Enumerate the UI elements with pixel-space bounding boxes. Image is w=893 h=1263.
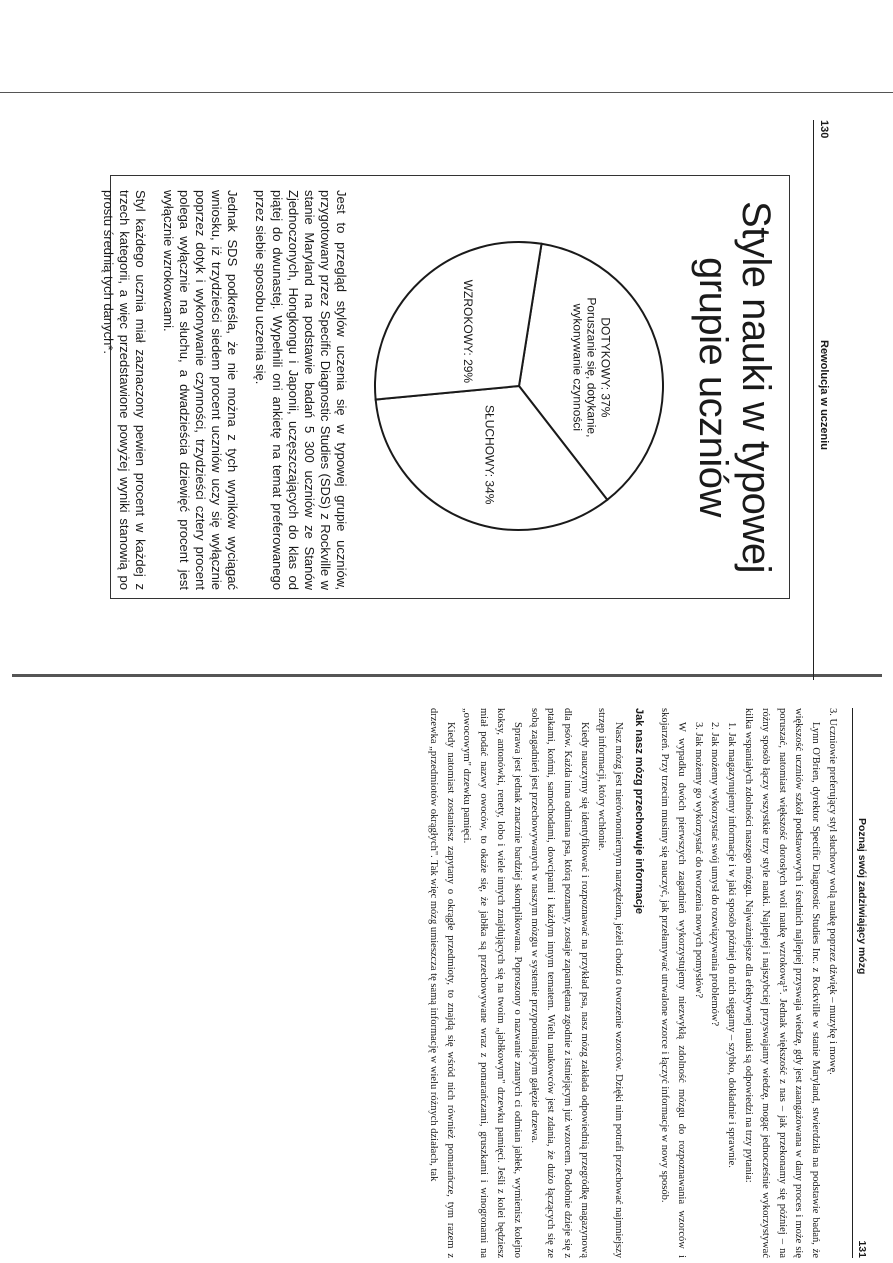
body-paragraph: 2. Jak możemy wykorzystać swój umysł do rozwiązywania problemów? bbox=[709, 722, 721, 1027]
slice-wzrokowy bbox=[375, 242, 542, 400]
body-paragraph: 3. Uczniowie preferujący styl słuchowy wolą naukę poprzez dźwięk – muzykę i mowę. bbox=[827, 708, 838, 1075]
page-number: 130 bbox=[818, 120, 830, 139]
body-paragraph: 1. Jak magazynujemy informacje i w jaki sposób później do nich sięgamy – szybko, dokładnie i sprawnie. bbox=[726, 722, 738, 1168]
header-rule bbox=[813, 120, 814, 680]
body-paragraph: Nasz mózg jest nierównomiernym narzędziem, jeżeli chodzi o tworzenie wzorców. Dzięki nim potrafi przechować najmniejszy strzęp informacji, który wchłonie. bbox=[595, 708, 624, 1258]
learning-styles-pie-chart bbox=[369, 236, 669, 536]
box-body bbox=[87, 190, 349, 590]
info-box bbox=[100, 175, 790, 599]
page-131 bbox=[68, 708, 868, 1258]
body-paragraph: 3. Jak możemy go wykorzystać do tworzenia nowych pomysłów? bbox=[692, 722, 704, 999]
page-header bbox=[846, 708, 868, 1258]
page-number: 131 bbox=[856, 1240, 868, 1258]
body-paragraph: W wypadku dwóch pierwszych zagadnień wykorzystujemy niezwykłą zdolność mózgu do rozpoznawania wzorców i skojarzeń. Przy trzecim musimy się nauczyć, jak przełamywać utrwalone wzorce i łączyć informacje w nowy sposób. bbox=[659, 708, 687, 1258]
slice-label: SŁUCHOWY: 34% bbox=[482, 405, 497, 505]
page-body bbox=[424, 708, 840, 1258]
box-paragraph: Jest to przegląd stylów uczenia się w typowej grupie uczniów, przygotowany przez Specific Diagnostic Studies (SDS) z Rockville w stanie Maryland na podstawie badań 5 300 uczniów ze Stanów Zjednoczonych, Hongkongu i Japonii, uczęszczających do klas od piątej do dwunastej. Wypełnili oni ankietę na temat preferowanego przez siebie sposobu uczenia się. bbox=[253, 190, 349, 590]
body-paragraph: Kiedy natomiast zostaniesz zapytany o okrągłe przedmioty, to znajdą się wśród nich również pomarańcze, tym razem z drzewka „przedmiotów okrągłych". Tak więc mózg umieszcza tę samą informację w wielu różnych działach, tak bbox=[427, 708, 456, 1258]
section-heading: Jak nasz mózg przechowuje informacje bbox=[633, 708, 646, 915]
slice-label: WZROKOWY: 29% bbox=[460, 279, 475, 384]
scan-line-top bbox=[0, 92, 893, 93]
body-paragraph: Kiedy nauczymy się identyfikować i rozpoznawać na przykład psa, nasz mózg zakłada odpowiednią przegródkę magazynową dla psów. Każda inna odmiana psa, którą poznamy, zostaje zapamiętana zgodnie z istniejącym już wzorcem. Podobnie dzieje się z ptakami, końmi, samochodami, dowcipami i każdym innym tematem. Wielu naukowców jest zdania, że dużo łączących się ze sobą zagadnień jest przechowywanych w naszym mózgu w systemie przypominającym gałęzie drzewa. bbox=[528, 708, 591, 1258]
header-rule bbox=[852, 708, 853, 1258]
box-paragraph: Styl każdego ucznia miał zaznaczony pewien procent w każdej z trzech kategorii, a więc przedstawione powyżej wyniki stanowią po prostu średnią tych danych*. bbox=[100, 190, 148, 590]
running-title: Poznaj swój zadziwiający mózg bbox=[856, 818, 868, 975]
body-paragraph: Lynn O'Brien, dyrektor Specific Diagnostic Studies Inc. z Rockville w stanie Maryland, stwierdziła na podstawie badań, że większość uczniów szkół podstawowych i średnich najlepiej przyswaja wiedzę, gdy jest zaangażowana w dany proces i może się poruszać, natomiast większość dorosłych woli naukę wzrokową¹⁵. Jednak większość z nas – jak przekonamy się później – na różny sposób łączy wszystkie trzy style nauki. Najlepiej i najszybciej przyswajamy wiedzę, mogąc jednocześnie wykorzystywać kilka wspaniałych zdolności naszego mózgu. Najważniejsze dla efektywnej nauki są odpowiedzi na trzy pytania: bbox=[743, 708, 822, 1258]
slice-sublabel: Poruszanie się, dotykanie, bbox=[584, 297, 599, 438]
slice-label: DOTYKOWY: 37% bbox=[598, 317, 613, 418]
running-title: Rewolucja w uczeniu bbox=[818, 340, 830, 451]
slice-sublabel: wykonywanie czynności bbox=[570, 303, 585, 432]
body-paragraph: Sprawa jest jednak znacznie bardziej skomplikowana. Poproszony o nazwanie znanych ci odmian jabłek, wymienisz kolejno koksy, antonówki, renety, lobo i wiele innych znajdujących się na twoim „jabłkowym" drzewku pamięci. Jeśli z kolei będziesz miał podać nazwy owoców, to okaże się, że jabłka są przechowywane wraz z pomarańczami, gruszkami i winogronami na „owocowym" drzewku pamięci. bbox=[461, 708, 523, 1258]
box-paragraph: Jednak SDS podkreśla, że nie można z tych wyników wyciągać wniosku, iż trzydzieści siedem procent uczniów uczy się wyłącznie poprzez dotyk i wykonywanie czynności, trzydzieści cztery procent polega wyłącznie na słuchu, a dwadzieścia dziewięć procent jest wyłącznie wzrokowcami. bbox=[160, 190, 241, 590]
box-title: Style nauki w typowej grupie uczniów bbox=[690, 201, 778, 573]
